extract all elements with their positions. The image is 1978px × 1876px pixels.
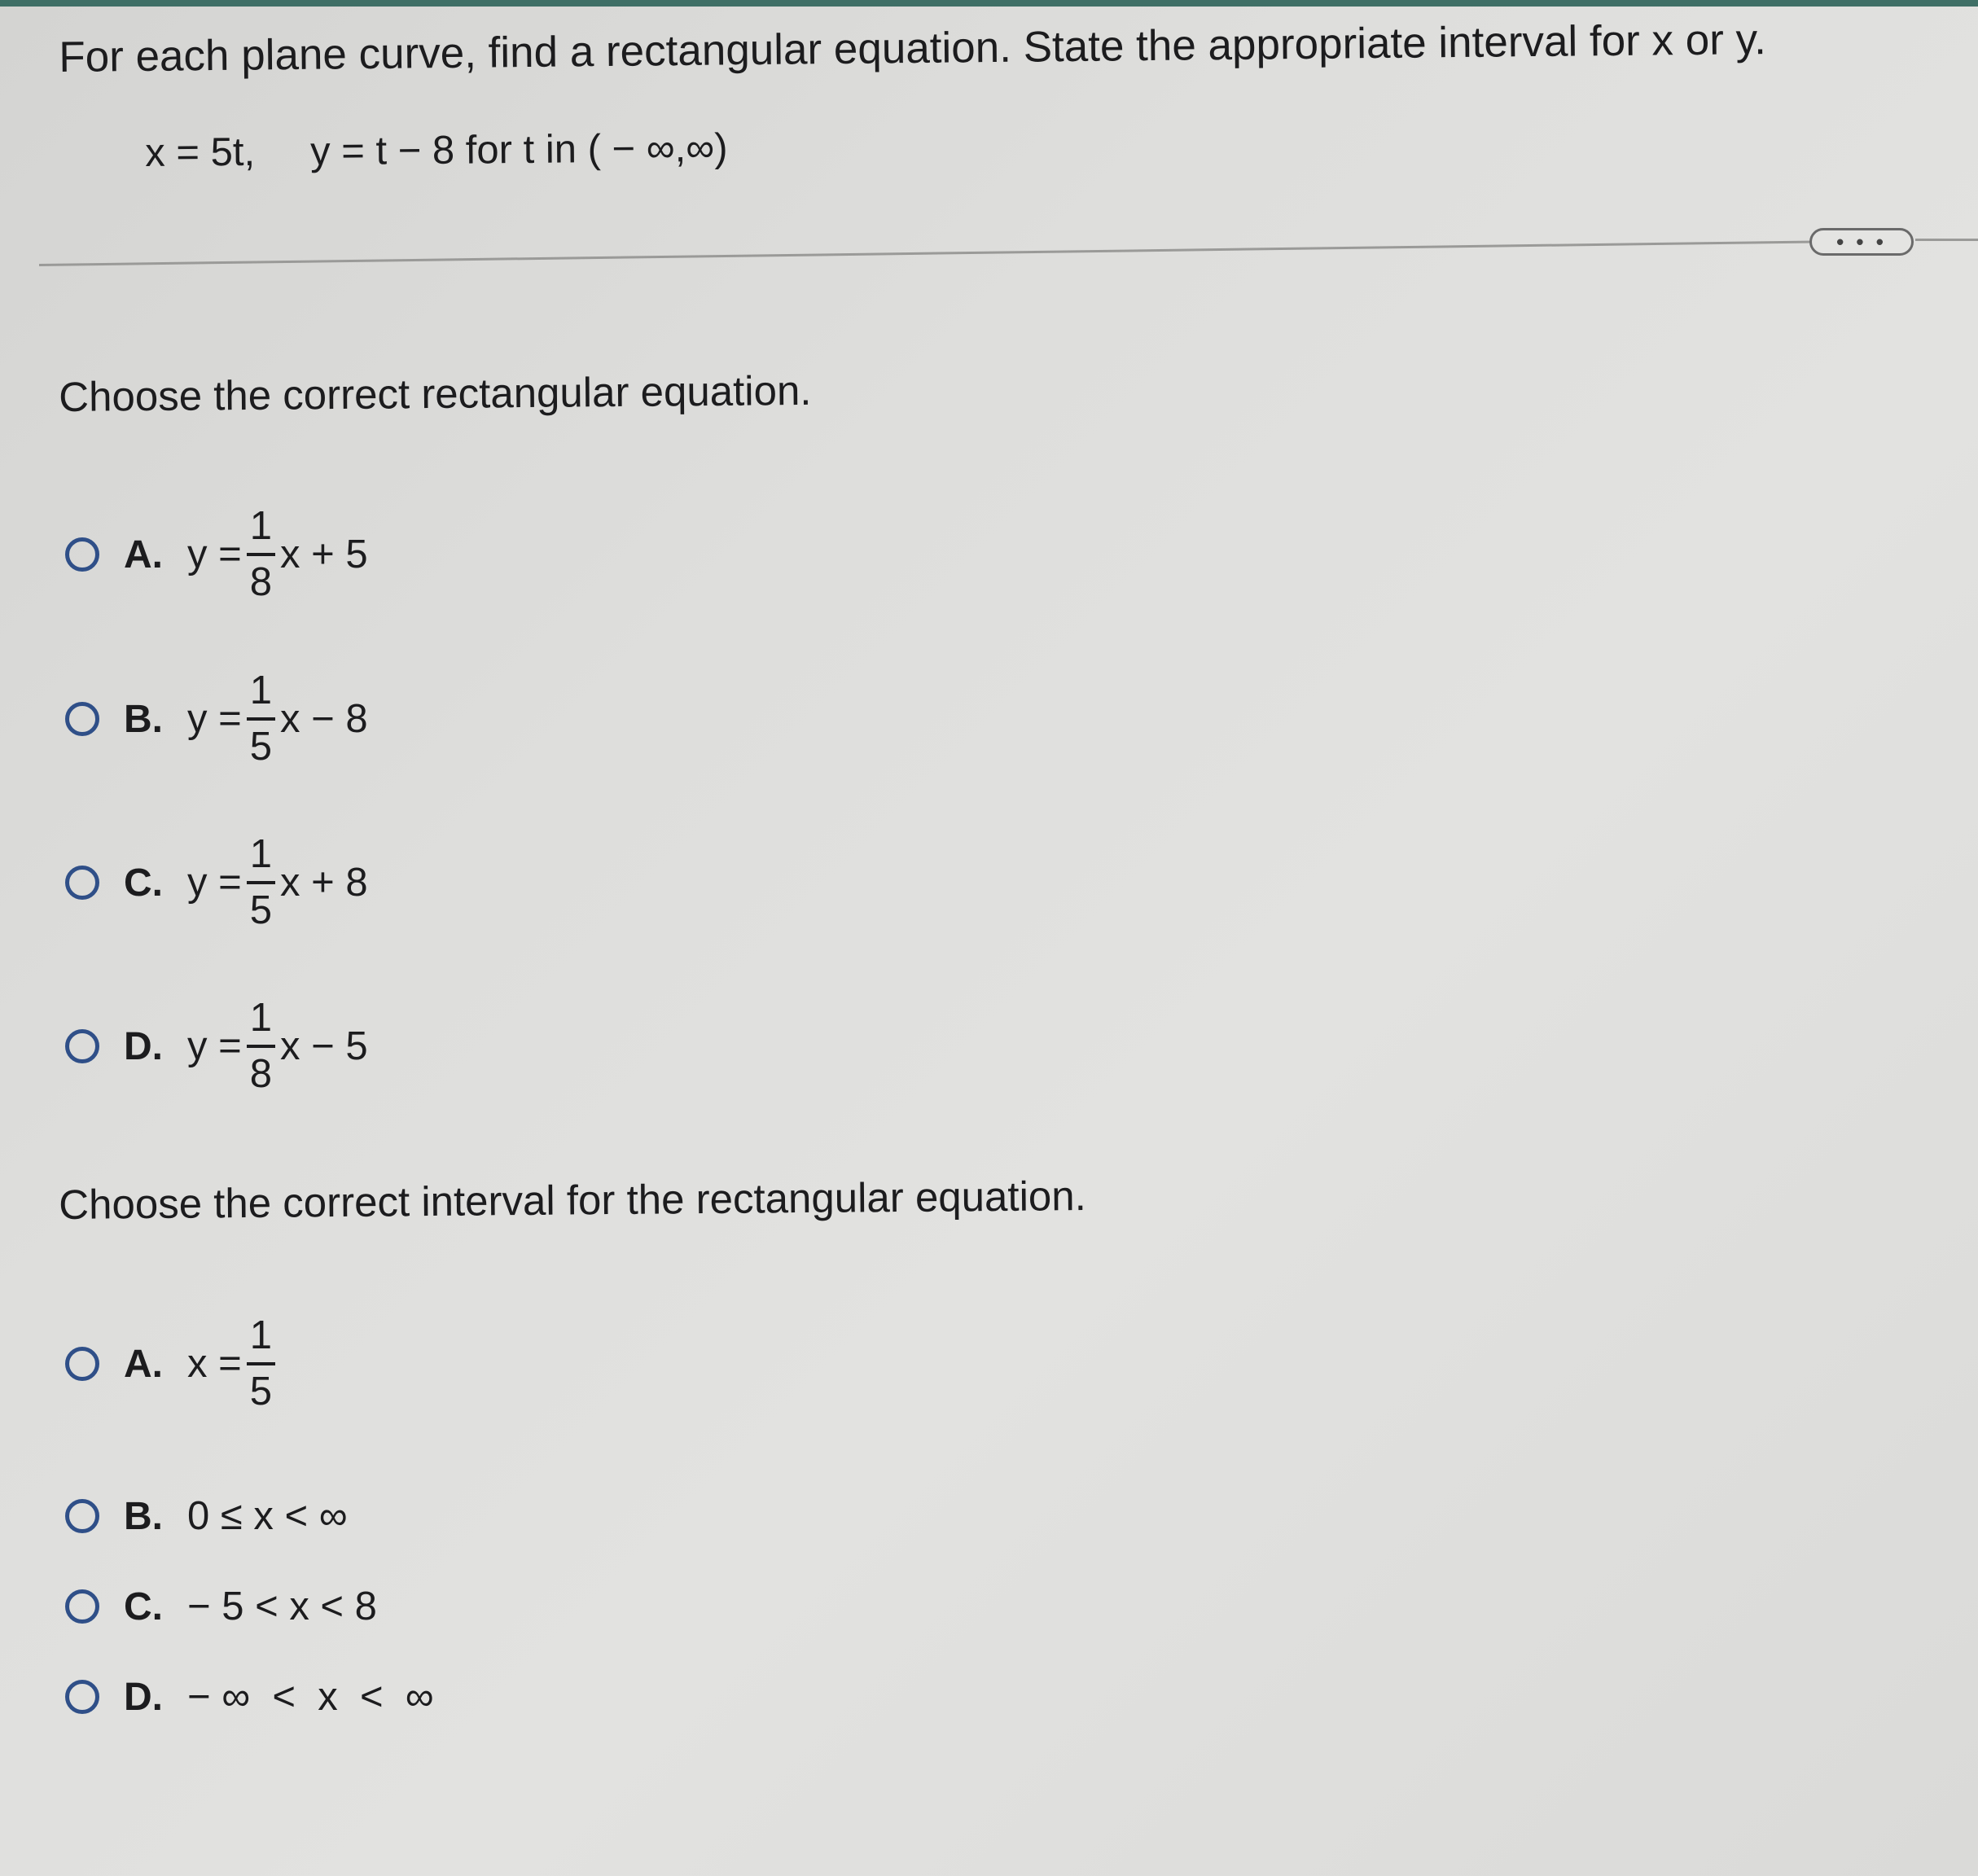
fraction-denominator: 5	[249, 725, 272, 769]
part2-option-b[interactable]	[65, 1493, 348, 1539]
option-letter: D.	[124, 1024, 163, 1068]
option-letter: A.	[124, 1342, 163, 1386]
option-letter: C.	[124, 1585, 163, 1628]
fraction-numerator: 1	[247, 1316, 275, 1365]
more-options-button[interactable]: • • •	[1809, 228, 1914, 256]
radio-button[interactable]	[65, 1589, 99, 1624]
fraction-numerator: 1	[247, 506, 275, 556]
fraction	[247, 506, 275, 603]
fraction-denominator: 8	[249, 560, 272, 604]
equation-rhs: x + 8	[280, 861, 368, 905]
radio-button[interactable]	[65, 537, 99, 572]
part1-option-b[interactable]	[65, 668, 368, 769]
fraction-denominator: 8	[249, 1052, 272, 1096]
radio-button[interactable]	[65, 1680, 99, 1714]
radio-button[interactable]	[65, 1029, 99, 1063]
equation-rhs: x − 5	[280, 1024, 368, 1068]
option-interval: − ∞ < x < ∞	[187, 1675, 434, 1719]
fraction	[247, 998, 275, 1094]
equation-rhs: x − 8	[280, 697, 368, 741]
fraction	[247, 832, 275, 932]
part2-option-d[interactable]	[65, 1674, 434, 1720]
equation-lhs: y =	[187, 861, 242, 905]
part2-option-a[interactable]	[65, 1313, 280, 1414]
option-equation	[187, 506, 368, 603]
parametric-equations: x = 5t, y = t − 8 for t in ( − ∞,∞)	[145, 125, 728, 175]
option-letter: B.	[124, 697, 163, 741]
question-instruction: For each plane curve, find a rectangular equation. State the appropriate interval for x or y.	[58, 15, 1767, 81]
equation-lhs: y =	[187, 697, 242, 741]
fraction-denominator: 5	[249, 888, 272, 932]
option-letter: A.	[124, 533, 163, 576]
radio-button[interactable]	[65, 1347, 99, 1381]
fraction-numerator: 1	[247, 671, 275, 721]
option-equation	[187, 832, 368, 932]
radio-button[interactable]	[65, 866, 99, 900]
equation-lhs: y =	[187, 533, 242, 576]
part1-option-d[interactable]	[65, 998, 368, 1094]
fraction-denominator: 5	[249, 1370, 272, 1414]
part2-prompt: Choose the correct interval for the rectangular equation.	[59, 1172, 1087, 1228]
option-letter: C.	[124, 861, 163, 905]
section-divider	[39, 240, 1814, 266]
part1-prompt: Choose the correct rectangular equation.	[59, 366, 812, 420]
fraction	[247, 1313, 275, 1414]
equation-rhs: x + 5	[280, 533, 368, 576]
part1-option-a[interactable]	[65, 506, 368, 603]
option-equation	[187, 998, 368, 1094]
part2-option-c[interactable]	[65, 1584, 377, 1629]
top-accent-strip	[0, 0, 1978, 7]
fraction-numerator: 1	[247, 835, 275, 884]
option-letter: D.	[124, 1675, 163, 1719]
option-letter: B.	[124, 1494, 163, 1538]
part1-option-c[interactable]	[65, 832, 368, 932]
section-divider-tail	[1915, 239, 1978, 241]
radio-button[interactable]	[65, 1499, 99, 1533]
equation-lhs: x =	[187, 1342, 242, 1386]
radio-button[interactable]	[65, 702, 99, 736]
option-equation	[187, 1313, 280, 1414]
equation-lhs: y =	[187, 1024, 242, 1068]
fraction	[247, 668, 275, 769]
option-interval: 0 ≤ x < ∞	[187, 1494, 348, 1538]
option-equation	[187, 668, 368, 769]
option-interval: − 5 < x < 8	[187, 1585, 377, 1628]
fraction-numerator: 1	[247, 998, 275, 1048]
